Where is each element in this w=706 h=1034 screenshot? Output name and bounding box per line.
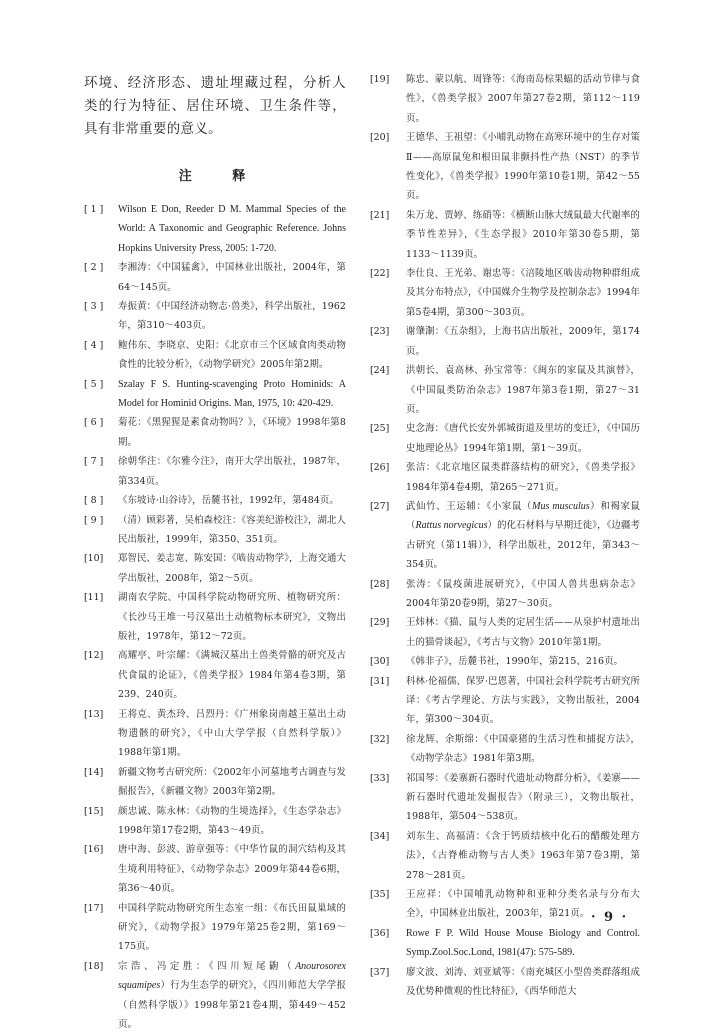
reference-number: [33] — [370, 772, 390, 784]
reference-text-body: 李湘涛：《中国猛禽》，中国林业出版社，2004年，第64～145页。 — [118, 262, 346, 293]
reference-number: [31] — [370, 675, 390, 687]
reference-item — [84, 258, 346, 297]
reference-text — [118, 588, 346, 646]
reference-text-body: Rowe F P. Wild House Mouse Biology and Control. Symp.Zool.Soc.Lond, 1981(47): 575-589. — [406, 927, 640, 959]
reference-text-body: 王德华、王祖望：《小哺乳动物在高寒环境中的生存对策Ⅱ——高原鼠兔和根田鼠非颤抖性产热（NST）的季节性变化》，《兽类学报》1990年第10卷1期，第42～55页。 — [406, 132, 640, 202]
reference-text — [406, 70, 640, 128]
reference-text-body: ）的化石材料与早期迁徙》，《边疆考古研究（第11辑）》，科学出版社，2012年，第343～354页。 — [406, 520, 640, 571]
reference-text — [118, 840, 346, 898]
reference-text-body: 廖文波、刘涛、刘亚斌等：《南充城区小型兽类群落组成及优势种微观的性比特征》，《西华师范大 — [406, 966, 640, 998]
reference-item — [84, 375, 346, 414]
reference-text-body: 王炜林：《猫、鼠与人类的定居生活——从泉护村遗址出土的猫骨谈起》，《考古与文物》2010年第1期。 — [406, 617, 640, 648]
reference-text — [118, 297, 346, 336]
reference-text — [118, 452, 346, 491]
reference-text-body: 王将克、黄杰玲、吕烈丹：《广州象岗南越王墓出土动物遗骸的研究》，《中山大学学报（自然科学版）》1988年第1期。 — [118, 708, 346, 759]
reference-number: [24] — [370, 365, 390, 377]
references-right — [370, 70, 640, 1002]
reference-number: [22] — [370, 268, 390, 280]
reference-text-body: 郑智民、姜志宽、陈安国：《啮齿动物学》，上海交通大学出版社，2008年，第2～5页。 — [118, 553, 346, 584]
reference-text-body: 新疆文物考古研究所：《2002年小河墓地考古调查与发掘报告》，《新疆文物》2003年第2期。 — [118, 766, 347, 798]
reference-number: [35] — [370, 889, 390, 901]
reference-item — [370, 128, 640, 206]
reference-number: [18] — [84, 960, 104, 972]
reference-text-body: 《东坡诗·山谷诗》，岳麓书社，1992年，第484页。 — [118, 495, 339, 507]
reference-text — [118, 705, 346, 763]
reference-number: [23] — [370, 326, 390, 338]
reference-text — [118, 957, 346, 1034]
reference-item — [370, 497, 640, 575]
reference-text-body: 陈忠、蒙以航、周锋等：《海南岛棕果蝠的活动节律与食性》，《兽类学报》2007年第27卷2期，第112～119页。 — [406, 74, 640, 124]
reference-text-body: 朱万龙、贾婷、练硝等：《横断山脉大绒鼠最大代谢率的季节性差异》，《生态学报》2010年第30卷5期，第1133～1139页。 — [406, 209, 640, 260]
reference-number: [20] — [370, 132, 390, 144]
reference-number: [17] — [84, 902, 104, 914]
reference-number: [ 3 ] — [84, 301, 104, 313]
reference-item — [370, 264, 640, 322]
reference-item — [84, 957, 346, 1034]
reference-item — [84, 413, 346, 452]
reference-number: [15] — [84, 805, 104, 817]
reference-text-body: Szalay F S. Hunting-scavenging Proto Hominids: A Model for Hominid Origins. Man, 1975, 10: 420-429. — [118, 378, 346, 410]
reference-text-body: 王应祥：《中国哺乳动物种和亚种分类名录与分布大全》，中国林业出版社，2003年，第21页。 — [406, 889, 640, 920]
reference-text — [406, 730, 640, 769]
reference-item — [370, 827, 640, 885]
reference-text-body: 高耀亭、叶宗耀：《满城汉墓出土兽类骨骼的研究及古代食鼠的论证》，《兽类学报》1984年第4卷3期，第239、240页。 — [118, 650, 346, 701]
left-column — [84, 70, 346, 1034]
reference-item — [370, 924, 640, 963]
reference-text-body: 徐朝华注：《尔雅今注》，南开大学出版社，1987年，第334页。 — [118, 456, 346, 487]
reference-number: [ 8 ] — [84, 495, 104, 507]
reference-text — [406, 419, 640, 458]
reference-item — [84, 297, 346, 336]
reference-item — [84, 491, 346, 510]
reference-item — [84, 802, 346, 841]
reference-text — [406, 458, 640, 497]
species-name: Rattus norvegicus — [415, 520, 488, 532]
reference-number: [ 2 ] — [84, 262, 104, 274]
reference-text — [406, 924, 640, 963]
reference-text — [406, 769, 640, 827]
reference-number: [34] — [370, 830, 390, 842]
reference-text — [118, 200, 346, 258]
reference-text-body: 科林·伦福儒、保罗·巴恩著，中国社会科学院考古研究所译：《考古学理论、方法与实践》，文物出版社，2004年，第300～304页。 — [406, 675, 640, 726]
reference-text — [406, 361, 640, 419]
intro-paragraph: 环境、经济形态、遗址埋藏过程，分析人类的行为特征、居住环境、卫生条件等，具有非常重要的意义。 — [84, 76, 346, 137]
reference-number: [ 9 ] — [84, 514, 104, 526]
reference-item — [370, 730, 640, 769]
reference-text — [406, 575, 640, 614]
reference-text — [406, 128, 640, 206]
reference-number: [13] — [84, 708, 104, 720]
reference-text — [406, 672, 640, 730]
reference-item — [370, 458, 640, 497]
reference-item — [370, 322, 640, 361]
reference-text-body: 史念海：《唐代长安外郭城街道及里坊的变迁》，《中国历史地理论丛》1994年第1期，第1～39页。 — [406, 423, 640, 454]
reference-number: [27] — [370, 500, 390, 512]
reference-text-body: 菊花：《黑猩猩是素食动物吗？》，《环境》1998年第8期。 — [118, 417, 346, 448]
reference-text-body: 谢肇淛：《五杂组》，上海书店出版社，2009年，第174页。 — [406, 326, 640, 357]
reference-item — [84, 336, 346, 375]
reference-number: [12] — [84, 650, 104, 662]
reference-number: [29] — [370, 617, 390, 629]
reference-number: [37] — [370, 966, 390, 978]
reference-text — [118, 802, 346, 841]
reference-item — [84, 705, 346, 763]
reference-number: [ 4 ] — [84, 339, 104, 351]
reference-text-body: ）和褐家鼠（ — [406, 500, 640, 532]
reference-text — [118, 375, 346, 414]
reference-number: [32] — [370, 733, 390, 745]
reference-text-body: （清）顾彩著，吴柏森校注：《容美纪游校注》，湖北人民出版社，1999年，第350、351页。 — [118, 514, 346, 545]
reference-text-body: 颜忠诚、陈永林：《动物的生境选择》，《生态学杂志》1998年第17卷2期，第43～49页。 — [118, 805, 346, 836]
reference-item — [370, 206, 640, 264]
reference-item — [370, 963, 640, 1002]
reference-text-body: 洪朝长、袁高林、孙宝常等：《闽东的家鼠及其演替》，《中国鼠类防治杂志》1987年第3卷1期，第27～31页。 — [406, 365, 640, 415]
reference-number: [19] — [370, 74, 390, 85]
reference-text-body: 鲍伟东、李晓京、史阳：《北京市三个区域食肉类动物食性的比较分析》，《动物学研究》2005年第2期。 — [118, 339, 346, 371]
page-number: · 9 · — [591, 910, 629, 925]
reference-text — [118, 336, 346, 375]
reference-item — [84, 763, 346, 802]
reference-item — [370, 652, 640, 671]
reference-item — [370, 361, 640, 419]
reference-text-body: 中国科学院动物研究所生态室一组：《布氏田鼠巢域的研究》，《动物学报》1979年第25卷2期，第169～175页。 — [118, 902, 346, 953]
reference-item — [84, 899, 346, 957]
reference-item — [84, 588, 346, 646]
reference-item — [84, 200, 346, 258]
reference-text — [406, 264, 640, 322]
reference-text — [118, 258, 346, 297]
reference-text — [118, 763, 346, 802]
right-column — [370, 70, 640, 1002]
species-name: Anourosorex squamipes — [118, 960, 346, 992]
reference-text — [406, 963, 640, 1002]
reference-text — [406, 497, 640, 575]
reference-number: [ 1 ] — [84, 204, 104, 215]
reference-item — [84, 452, 346, 491]
reference-text-body: 《韩非子》，岳麓书社，1990年，第215、216页。 — [406, 656, 624, 668]
notes-heading: 注 释 — [178, 169, 264, 184]
reference-text-body: 湖南农学院、中国科学院动物研究所、植物研究所：《长沙马王堆一号汉墓出土动植物标本研究》，文物出版社，1978年，第12～72页。 — [118, 592, 346, 642]
reference-item — [370, 769, 640, 827]
reference-item — [370, 575, 640, 614]
species-name: Mus musculus — [532, 500, 590, 512]
reference-text-body: 张洁：《北京地区鼠类群落结构的研究》，《兽类学报》1984年第4卷4期，第265～271页。 — [406, 462, 640, 493]
reference-text — [118, 413, 346, 452]
reference-number: [16] — [84, 844, 104, 856]
reference-text-body: 徐龙辉、余斯绵：《中国豪猪的生活习性和捕捉方法》，《动物学杂志》1981年第3期。 — [406, 733, 640, 765]
references-left — [84, 200, 346, 1034]
reference-item — [370, 70, 640, 128]
reference-number: [11] — [84, 592, 104, 604]
reference-text — [118, 899, 346, 957]
reference-number: [30] — [370, 656, 390, 668]
reference-text-body: Wilson E Don, Reeder D M. Mammal Species of the World: A Taxonomic and Geographic Reference. Johns Hopkins University Press, 2005: 1-720. — [118, 204, 346, 254]
reference-text-body: 祁国琴：《姜寨新石器时代遗址动物群分析》，《姜寨——新石器时代遗址发掘报告》（附录三），文物出版社，1988年，第504～538页。 — [406, 772, 640, 823]
reference-item — [370, 672, 640, 730]
reference-number: [ 7 ] — [84, 456, 104, 468]
reference-text-body: 武仙竹、王运辅：《小家鼠（ — [406, 500, 533, 512]
reference-text-body: 宗浩、冯定胜：《四川短尾鼩（ — [118, 960, 296, 972]
reference-text-body: 寿振黄：《中国经济动物志·兽类》，科学出版社，1962年，第310～403页。 — [118, 301, 346, 332]
reference-text — [118, 491, 346, 510]
reference-item — [84, 511, 346, 550]
reference-number: [28] — [370, 578, 390, 590]
reference-text — [118, 646, 346, 704]
reference-text-body: 李仕良、王光弟、谢忠等：《涪陵地区啮齿动物种群组成及其分布特点》，《中国媒介生物学及控制杂志》1994年第5卷4期，第300～303页。 — [406, 268, 640, 318]
reference-item — [84, 840, 346, 898]
reference-item — [84, 646, 346, 704]
reference-number: [ 5 ] — [84, 378, 104, 390]
reference-item — [370, 613, 640, 652]
reference-item — [84, 549, 346, 588]
reference-number: [26] — [370, 462, 390, 474]
reference-number: [10] — [84, 553, 104, 565]
reference-number: [14] — [84, 766, 104, 778]
reference-text-body: 唐中海、彭波、游章强等：《中华竹鼠的洞穴结构及其生境利用特征》，《动物学杂志》2009年第44卷6期，第36～40页。 — [118, 844, 346, 895]
reference-text — [406, 206, 640, 264]
reference-text — [406, 322, 640, 361]
reference-text-body: 刘东生、高福清：《含于钙质结核中化石的醋酸处理方法》，《古脊椎动物与古人类》1963年第7卷3期，第278～281页。 — [406, 830, 640, 881]
reference-text — [406, 613, 640, 652]
reference-item — [370, 419, 640, 458]
reference-text — [118, 511, 346, 550]
reference-number: [36] — [370, 927, 390, 939]
reference-text-body: ）行为生态学的研究》，《四川师范大学学报（自然科学版）》1998年第21卷4期，第449～452页。 — [118, 980, 346, 1031]
reference-number: [25] — [370, 423, 390, 435]
reference-number: [ 6 ] — [84, 417, 104, 429]
reference-text — [406, 652, 640, 671]
reference-text — [406, 827, 640, 885]
reference-text-body: 张涛：《鼠疫菌进展研究》，《中国人兽共患病杂志》2004年第20卷9期，第27～30页。 — [406, 578, 640, 609]
reference-text — [118, 549, 346, 588]
reference-number: [21] — [370, 209, 390, 221]
